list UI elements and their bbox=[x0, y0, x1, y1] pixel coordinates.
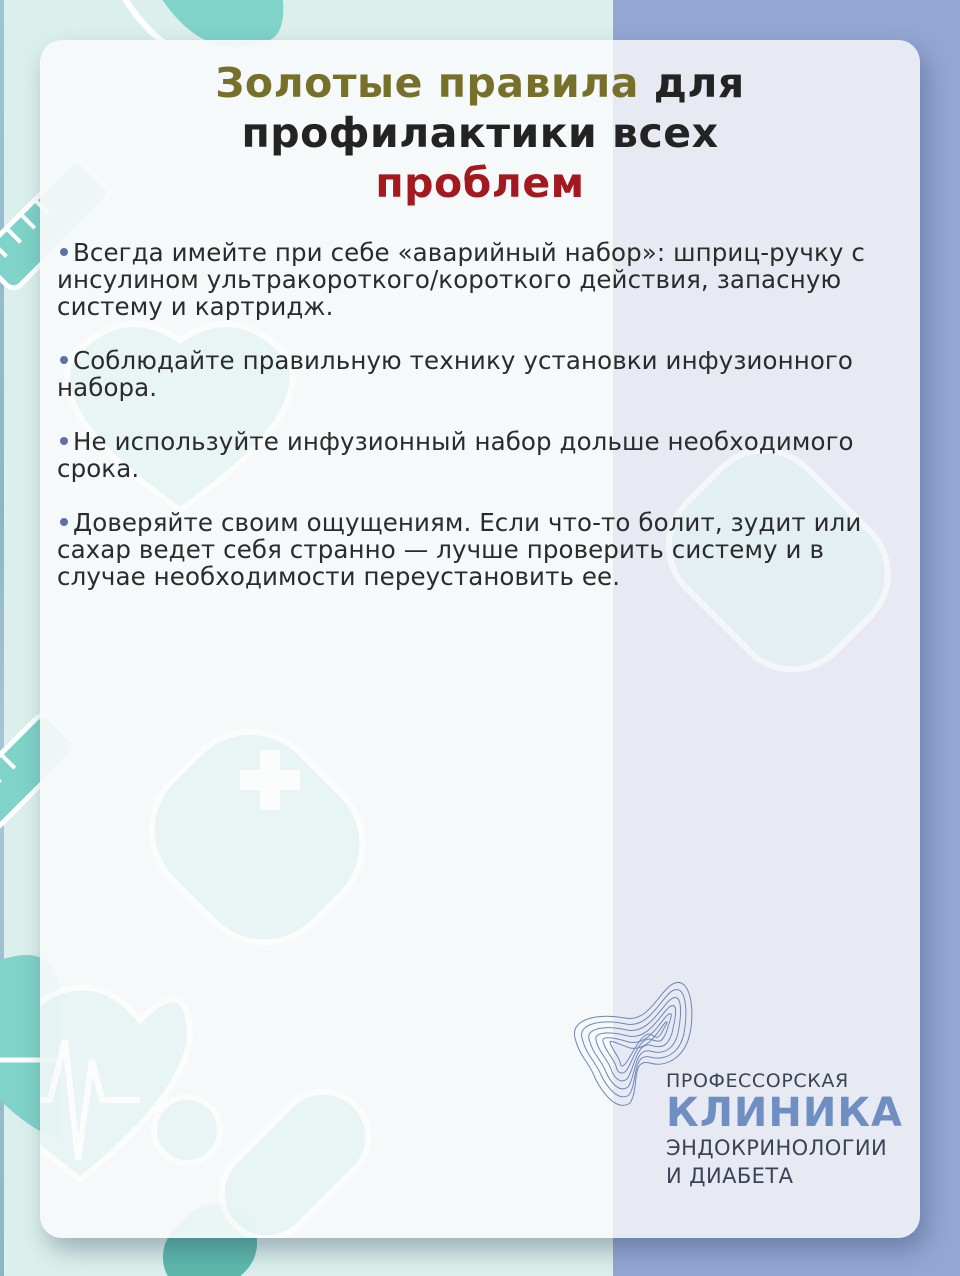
list-item-text: Доверяйте своим ощущениям. Если что-то болит, зудит или сахар ведет себя странно — лучше проверить систему и в случае необходимости переустановить ее. bbox=[57, 508, 862, 591]
list-item bbox=[57, 509, 907, 590]
list-item bbox=[57, 428, 907, 482]
content-card bbox=[40, 40, 920, 1238]
list-item-text: Не используйте инфузионный набор дольше необходимого срока. bbox=[57, 427, 854, 483]
bullet-icon bbox=[60, 356, 68, 364]
bullet-icon bbox=[60, 248, 68, 256]
title-dark-text: для bbox=[638, 59, 745, 107]
logo-line-1: ПРОФЕССОРСКАЯ bbox=[666, 1070, 849, 1092]
title-gold-text: Золотые правила bbox=[215, 59, 639, 107]
list-item bbox=[57, 239, 907, 320]
clinic-logo bbox=[570, 978, 910, 1198]
logo-line-2: КЛИНИКА bbox=[666, 1090, 903, 1136]
logo-text bbox=[666, 1070, 903, 1190]
list-item-text: Соблюдайте правильную технику установки инфузионного набора. bbox=[57, 346, 853, 402]
logo-line-3: ЭНДОКРИНОЛОГИИ bbox=[666, 1136, 888, 1160]
logo-line-4: И ДИАБЕТА bbox=[666, 1164, 794, 1188]
rules-list bbox=[57, 239, 907, 617]
bullet-icon bbox=[60, 518, 68, 526]
list-item bbox=[57, 347, 907, 401]
title-red-text: проблем bbox=[375, 159, 585, 207]
page-title bbox=[40, 58, 920, 208]
list-item-text: Всегда имейте при себе «аварийный набор»: шприц-ручку с инсулином ультракороткого/короткого действия, запасную систему и картридж. bbox=[57, 238, 865, 321]
card-content bbox=[40, 40, 920, 1238]
title-line-2: профилактики всех bbox=[241, 109, 719, 157]
bullet-icon bbox=[60, 437, 68, 445]
